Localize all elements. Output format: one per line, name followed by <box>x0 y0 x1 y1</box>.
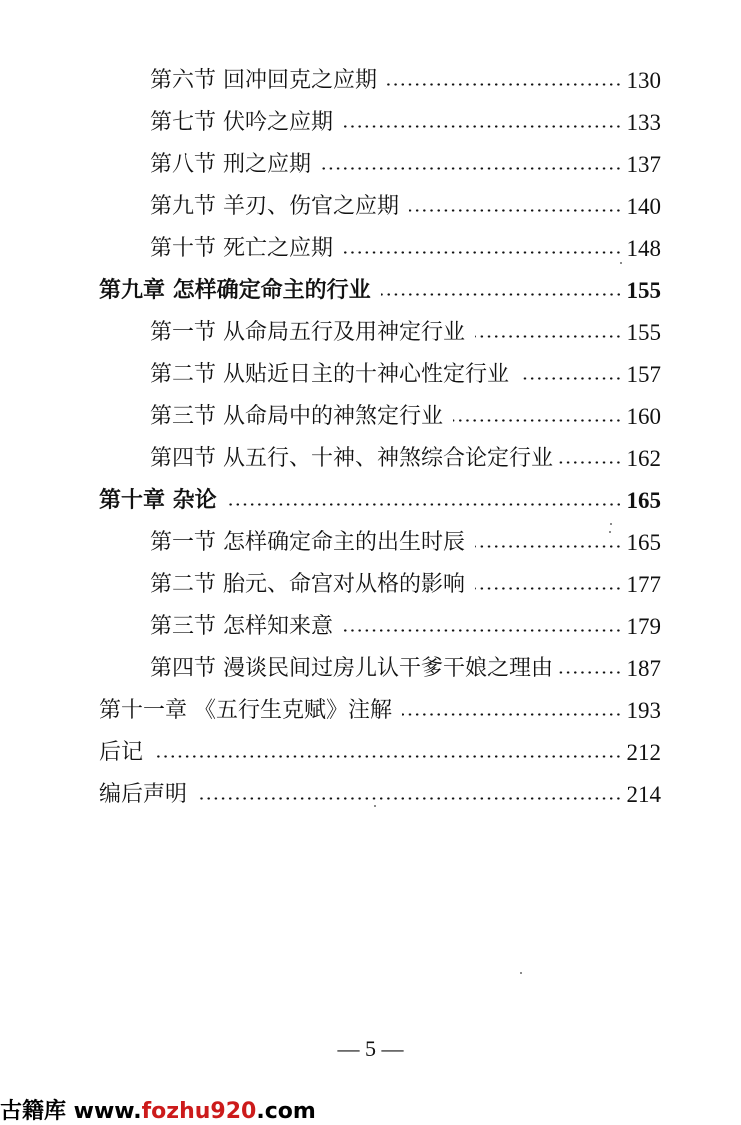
watermark-banner <box>0 1094 316 1125</box>
toc-entry-page: 165 <box>626 488 661 513</box>
toc-entry[interactable] <box>150 106 661 140</box>
toc-entry[interactable] <box>150 652 661 686</box>
toc-chapter-entry[interactable] <box>99 694 661 728</box>
toc-entry-page: 179 <box>626 614 661 639</box>
toc-entry-afterword[interactable] <box>99 736 661 770</box>
toc-entry-title: 第二节 胎元、命宫对从格的影响 <box>150 572 465 597</box>
toc-chapter-entry[interactable] <box>99 484 661 518</box>
toc-entry-title: 第六节 回冲回克之应期 <box>150 68 377 93</box>
toc-entry[interactable] <box>150 64 661 98</box>
toc-entry[interactable] <box>150 610 661 644</box>
toc-entry-title: 第三节 从命局中的神煞定行业 <box>150 404 443 429</box>
toc-entry-page: 165 <box>626 530 661 555</box>
dot-leader <box>343 629 622 632</box>
watermark-highlight: fozhu920 <box>141 1099 257 1124</box>
dot-leader <box>402 713 622 716</box>
toc-entry-page: 155 <box>626 320 661 345</box>
toc-entry-page: 160 <box>626 404 661 429</box>
toc-entry[interactable] <box>150 442 661 476</box>
page-number: — 5 — <box>337 1036 404 1061</box>
toc-entry-page: 177 <box>626 572 661 597</box>
toc-entry-page: 162 <box>626 446 661 471</box>
toc-entry[interactable] <box>150 568 661 602</box>
toc-entry[interactable] <box>150 190 661 224</box>
toc-entry-page: 157 <box>626 362 661 387</box>
watermark-prefix: 古籍库 www. <box>0 1099 142 1124</box>
dot-leader <box>453 419 622 422</box>
toc-entry-title: 第九节 羊刃、伤官之应期 <box>150 194 399 219</box>
toc-entry-title: 第一节 从命局五行及用神定行业 <box>150 320 465 345</box>
toc-entry-page: 193 <box>626 698 661 723</box>
watermark-suffix: .com <box>256 1099 316 1124</box>
toc-entry[interactable] <box>150 358 661 392</box>
toc-entry-page: 155 <box>626 278 661 303</box>
toc-entry-title: 第三节 怎样知来意 <box>150 614 333 639</box>
toc-entry-editor-statement[interactable] <box>99 778 661 812</box>
dot-leader <box>409 209 622 212</box>
toc-entry[interactable] <box>150 526 661 560</box>
dot-leader <box>321 167 622 170</box>
toc-entry-title: 第十节 死亡之应期 <box>150 236 333 261</box>
toc-entry-title: 第四节 从五行、十神、神煞综合论定行业 <box>150 446 553 471</box>
scan-speck <box>374 805 376 807</box>
dot-leader <box>555 461 622 464</box>
dot-leader <box>387 83 622 86</box>
dot-leader <box>475 587 622 590</box>
scan-speck <box>520 972 522 974</box>
toc-entry-page: 140 <box>626 194 661 219</box>
toc-entry-title: 后记 <box>99 740 144 765</box>
toc-entry-page: 214 <box>626 782 661 807</box>
toc-chapter-entry[interactable] <box>99 274 661 308</box>
scan-speck <box>610 523 612 525</box>
toc-entry-title: 编后声明 <box>99 782 188 807</box>
dot-leader <box>519 377 622 380</box>
toc-entry-title: 第八节 刑之应期 <box>150 152 311 177</box>
toc-entry-page: 212 <box>626 740 661 765</box>
dot-leader <box>197 797 622 800</box>
toc-entry-page: 137 <box>626 152 661 177</box>
scan-speck <box>609 531 611 533</box>
dot-leader <box>227 503 622 506</box>
dot-leader <box>475 545 622 548</box>
toc-entry-title: 第九章 怎样确定命主的行业 <box>99 278 371 303</box>
toc-entry-title: 第七节 伏吟之应期 <box>150 110 333 135</box>
scan-speck <box>620 262 622 264</box>
dot-leader <box>343 125 622 128</box>
toc-entry[interactable] <box>150 316 661 350</box>
toc-entry[interactable] <box>150 148 661 182</box>
toc-entry-page: 148 <box>626 236 661 261</box>
dot-leader <box>343 251 622 254</box>
toc-entry-title: 第二节 从贴近日主的十神心性定行业 <box>150 362 509 387</box>
dot-leader <box>475 335 622 338</box>
dot-leader <box>153 755 622 758</box>
toc-entry-page: 187 <box>626 656 661 681</box>
toc-entry-title: 第十一章 《五行生克赋》注解 <box>99 698 392 723</box>
toc-entry-page: 130 <box>626 68 661 93</box>
dot-leader <box>555 671 622 674</box>
toc-entry[interactable] <box>150 400 661 434</box>
toc-entry[interactable] <box>150 232 661 266</box>
toc-entry-title: 第四节 漫谈民间过房儿认干爹干娘之理由 <box>150 656 553 681</box>
toc-entry-title: 第一节 怎样确定命主的出生时辰 <box>150 530 465 555</box>
toc-entry-page: 133 <box>626 110 661 135</box>
toc-entry-title: 第十章 杂论 <box>99 488 217 513</box>
dot-leader <box>381 293 622 296</box>
